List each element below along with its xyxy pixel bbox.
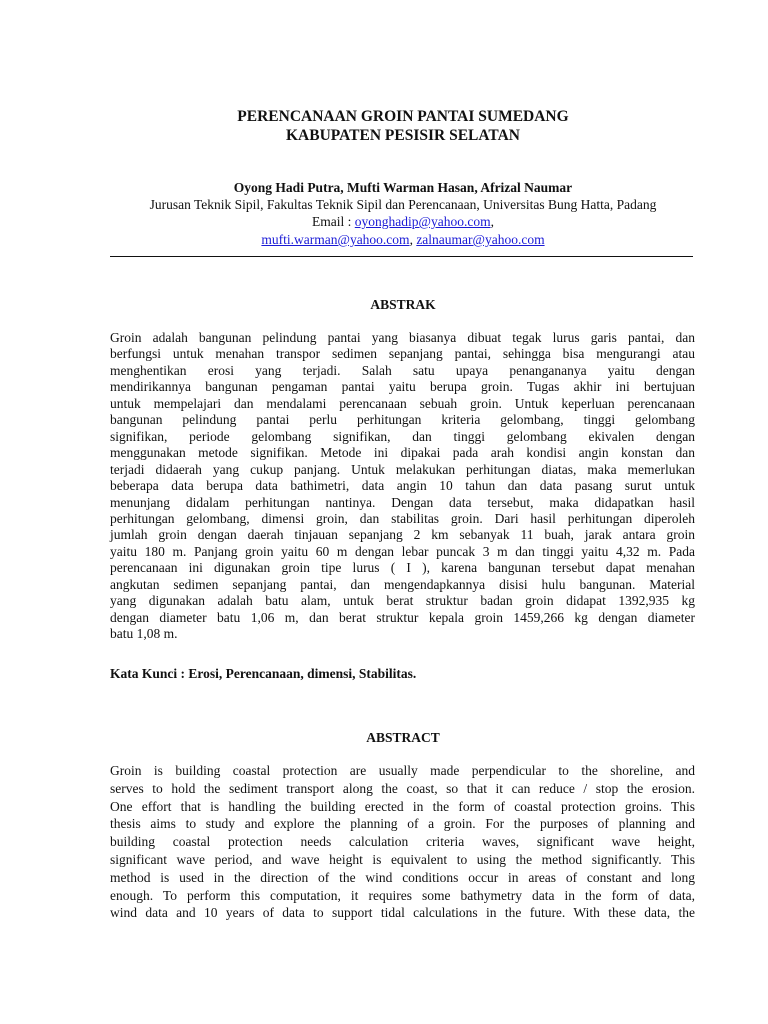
paragraph-line: thesis aims to study and explore the planning of a groin. For the purposes of planning and <box>110 816 695 832</box>
keywords: Kata Kunci : Erosi, Perencanaan, dimensi, Stabilitas. <box>110 666 417 681</box>
header-divider <box>110 256 693 257</box>
paragraph-line: wind data and 10 years of data to support tidal calculations in the future. With these data, the <box>110 905 695 921</box>
email-line-2 <box>0 231 768 248</box>
paragraph-line: Groin adalah bangunan pelindung pantai yang biasanya dibuat tegak lurus garis pantai, dan <box>110 330 695 345</box>
paragraph-line: Groin is building coastal protection are usually made perpendicular to the shoreline, and <box>110 763 695 778</box>
paper-title-line-1: PERENCANAAN GROIN PANTAI SUMEDANG <box>237 108 569 125</box>
paragraph-line: perencanaan ini digunakan groin tipe lurus ( I ), karena bangunan tersebut dapat menahan <box>110 560 695 576</box>
paragraph-line: yang digunakan adalah batu alam, untuk berat struktur badan groin didapat 1392,935 kg <box>110 593 695 609</box>
email-link-zal[interactable]: zalnaumar@yahoo.com <box>416 232 545 247</box>
paragraph-line: mendirikannya bangunan pengaman pantai yaitu berupa groin. Tugas akhir ini bertujuan <box>110 379 695 395</box>
paragraph-line: serves to hold the sediment transport along the coast, so that it can reduce / stop the erosion. <box>110 780 695 796</box>
email-separator: , <box>490 214 494 229</box>
abstract-heading: ABSTRACT <box>366 730 440 745</box>
paper-title-line-2: KABUPATEN PESISIR SELATAN <box>286 127 520 144</box>
paragraph-line: significant wave period, and wave height is equivalent to using the method significantly. This <box>110 851 695 867</box>
paragraph-line: untuk mempelajari dan mendalami perencanaan sebuah groin. Untuk keperluan perencanaan <box>110 395 695 411</box>
paragraph-line: One effort that is handling the building erected in the form of coastal protection groins. This <box>110 798 695 814</box>
paragraph-line: beberapa data berupa data bathimetri, data angin 10 tahun dan data pasang surut untuk <box>110 478 695 494</box>
abstrak-heading: ABSTRAK <box>370 297 436 312</box>
paragraph-line: enough. To perform this computation, it requires some bathymetry data in the form of data, <box>110 887 695 903</box>
paragraph-line: berfungsi untuk menahan transpor sedimen sepanjang pantai, sehingga bisa mengurangi atau <box>110 346 695 362</box>
paragraph-line: perhitungan gelombang, dimensi groin, dan stabilitas groin. Dari hasil perhitungan diperoleh <box>110 510 695 526</box>
email-link-mufti[interactable]: mufti.warman@yahoo.com <box>261 232 410 247</box>
abstrak-body <box>110 330 695 643</box>
paragraph-line: building coastal protection needs calculation criteria waves, significant wave height, <box>110 834 695 850</box>
email-separator: , <box>409 232 417 247</box>
author-list: Oyong Hadi Putra, Mufti Warman Hasan, Afrizal Naumar <box>233 180 573 195</box>
paragraph-line: batu 1,08 m. <box>110 626 178 642</box>
paragraph-line: signifikan, periode gelombang signifikan, dan tinggi gelombang ekivalen dengan <box>110 428 695 444</box>
paragraph-line: menggunakan metode signifikan. Metode ini dipakai pada arah kondisi angin konstan dan <box>110 445 695 461</box>
paragraph-line: menghentikan erosi yang terjadi. Salah satu upaya penangananya yaitu dengan <box>110 362 695 378</box>
email-line-1 <box>0 213 768 230</box>
abstract-body <box>110 762 695 922</box>
paragraph-line: yaitu 180 m. Panjang groin yaitu 60 m dengan lebar puncak 3 m dan tinggi yaitu 4,32 m. Pada <box>110 543 695 559</box>
email-label: Email : <box>312 214 355 229</box>
paragraph-line: method is used in the direction of the wind conditions occur in areas of constant and long <box>110 869 695 885</box>
paragraph-line: bangunan pelindung pantai perlu perhitungan kriteria gelombang, tinggi gelombang <box>110 412 695 428</box>
paragraph-line: angkutan sedimen sepanjang pantai, dan mengendapkannya disisi hulu bangunan. Material <box>110 576 695 592</box>
email-link-oyong[interactable]: oyonghadip@yahoo.com <box>354 214 491 229</box>
paragraph-line: jumlah groin dengan daerah tinjauan sepanjang 2 km sebanyak 11 buah, jarak antara groin <box>110 527 695 543</box>
paragraph-line: terjadi didaerah yang cukup panjang. Untuk melakukan perhitungan diatas, maka memerlukan <box>110 461 695 477</box>
paragraph-line: dengan diameter batu 1,06 m, dan berat struktur kepala groin 1459,266 kg dengan diameter <box>110 609 695 625</box>
affiliation: Jurusan Teknik Sipil, Fakultas Teknik Sipil dan Perencanaan, Universitas Bung Hatta, Padang <box>149 197 657 212</box>
paragraph-line: menunjang didalam perhitungan nantinya. Dengan data tersebut, maka didapatkan hasil <box>110 494 695 510</box>
